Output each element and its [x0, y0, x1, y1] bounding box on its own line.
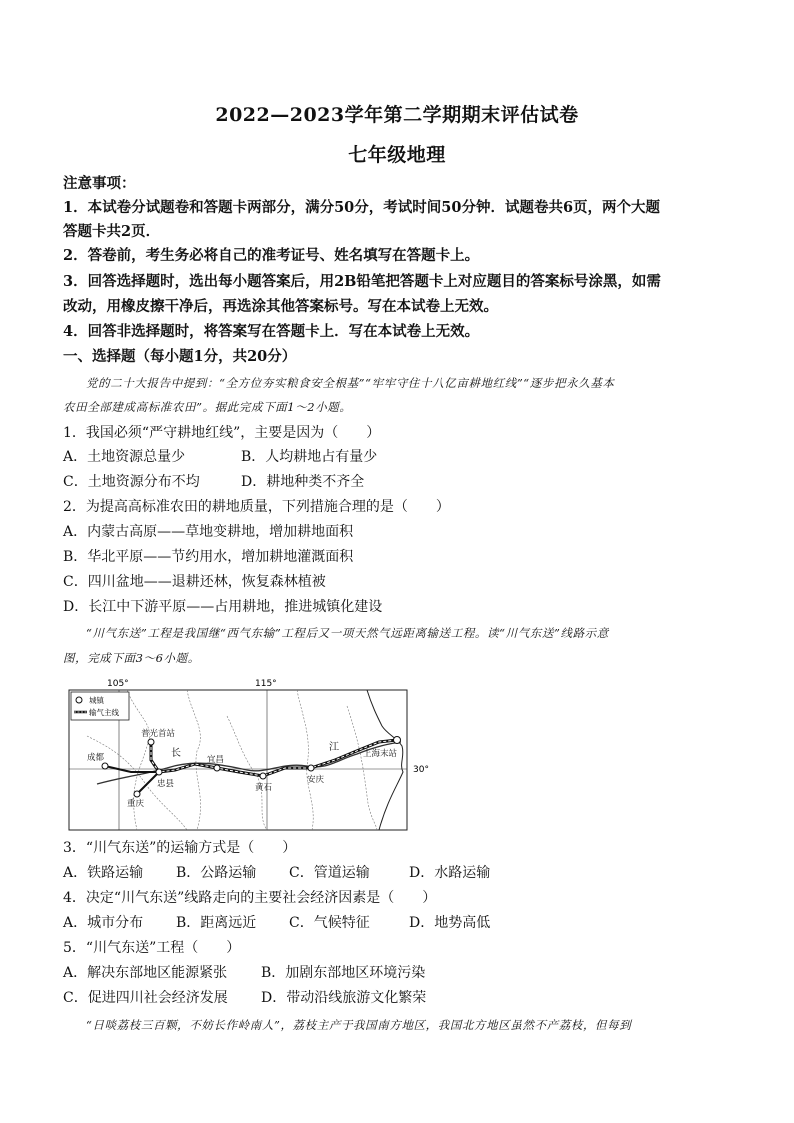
gas-pipeline-map — [67, 676, 507, 836]
q2-option-a: A．内蒙古高原——草地变耕地，增加耕地面积 — [63, 524, 354, 540]
question-2-stem: 2．为提高高标准农田的耕地质量，下列措施合理的是（ ） — [63, 499, 450, 515]
q2-option-c: C．四川盆地——退耕还林，恢复森林植被 — [63, 574, 326, 590]
passage-1-line-2: 农田全部建成高标准农田”。据此完成下面1～2小题。 — [63, 400, 352, 414]
q5-option-d: D．带动沿线旅游文化繁荣 — [261, 990, 427, 1006]
river-label-jiang: 江 — [329, 742, 339, 753]
exam-subtitle: 七年级地理 — [348, 144, 446, 166]
q3-option-b: B．公路运输 — [176, 865, 257, 881]
note-3b: 改动，用橡皮擦干净后，再选涂其他答案标号。写在本试卷上无效。 — [63, 298, 498, 315]
passage-1-line-1: 党的二十大报告中提到：“全方位夯实粮食安全根基”“牢牢守住十八亿亩耕地红线”“逐步把永久基本 — [86, 376, 615, 390]
city-label-yichang: 宜昌 — [207, 755, 225, 765]
exam-title: 2022—2023学年第二学期期末评估试卷 — [215, 104, 579, 126]
city-label-chongqing: 重庆 — [127, 799, 145, 809]
city-marker-chengdu — [102, 763, 108, 769]
city-marker-puguang — [148, 739, 154, 745]
question-1-stem: 1．我国必须“严守耕地红线”，主要是因为（ ） — [63, 425, 381, 441]
question-3-stem: 3．“川气东送”的运输方式是（ ） — [63, 840, 297, 856]
note-1a: 1．本试卷分试题卷和答题卡两部分，满分50分，考试时间50分钟．试题卷共6页，两个大题 — [63, 199, 661, 216]
q2-option-d: D．长江中下游平原——占用耕地，推进城镇化建设 — [63, 599, 383, 615]
q4-option-b: B．距离远近 — [176, 915, 257, 931]
city-marker-huangshi — [260, 773, 266, 779]
notes-heading: 注意事项： — [63, 175, 136, 192]
city-marker-shanghai — [394, 737, 401, 744]
q3-option-a: A．铁路运输 — [63, 865, 144, 881]
q1-option-a: A．土地资源总量少 — [63, 449, 186, 465]
map-longitude-115: 115° — [255, 679, 277, 689]
q3-option-c: C．管道运输 — [289, 865, 370, 881]
city-marker-chongqing — [134, 791, 140, 797]
q4-option-c: C．气候特征 — [289, 915, 370, 931]
city-label-zhongxian: 忠县 — [157, 779, 175, 789]
map-latitude-30: 30° — [413, 765, 429, 775]
q1-option-d: D．耕地种类不齐全 — [241, 474, 365, 490]
question-4-stem: 4．决定“川气东送”线路走向的主要社会经济因素是（ ） — [63, 890, 437, 906]
city-marker-anqing — [308, 765, 314, 771]
city-label-chengdu: 成都 — [87, 753, 105, 763]
river-label-chang: 长 — [171, 748, 181, 759]
q1-option-c: C．土地资源分布不均 — [63, 474, 200, 490]
question-5-stem: 5．“川气东送”工程（ ） — [63, 940, 241, 956]
question-5-options-row-1 — [63, 963, 731, 983]
question-1-options-row-2 — [63, 472, 731, 492]
q5-option-c: C．促进四川社会经济发展 — [63, 990, 228, 1006]
city-label-anqing: 安庆 — [307, 775, 325, 785]
city-label-huangshi: 黄石 — [255, 783, 273, 793]
legend-city-label: 城镇 — [89, 696, 104, 705]
q5-option-b: B．加剧东部地区环境污染 — [261, 965, 426, 981]
city-label-shanghai: 上海末站 — [363, 749, 398, 759]
passage-2-line-2: 图，完成下面3～6小题。 — [63, 651, 200, 665]
note-2: 2．答卷前，考生务必将自己的准考证号、姓名填写在答题卡上。 — [63, 247, 480, 264]
question-1-options-row-1 — [63, 447, 731, 467]
city-marker-yichang — [214, 765, 220, 771]
q4-option-a: A．城市分布 — [63, 915, 144, 931]
passage-3-line-1: “日啖荔枝三百颗，不妨长作岭南人”，荔枝主产于我国南方地区，我国北方地区虽然不产荔枝，但每到 — [86, 1018, 632, 1032]
note-4: 4．回答非选择题时，将答案写在答题卡上．写在本试卷上无效。 — [63, 323, 480, 340]
legend-city-icon — [76, 697, 82, 703]
question-4-options — [63, 913, 731, 933]
city-marker-zhongxian — [156, 769, 162, 775]
q3-option-d: D．水路运输 — [409, 865, 491, 881]
question-3-options — [63, 863, 731, 883]
question-5-options-row-2 — [63, 988, 731, 1008]
q2-option-b: B．华北平原——节约用水，增加耕地灌溉面积 — [63, 549, 354, 565]
legend-pipe-label: 输气主线 — [89, 708, 119, 717]
q4-option-d: D．地势高低 — [409, 915, 491, 931]
map-longitude-105: 105° — [107, 679, 129, 689]
note-3a: 3．回答选择题时，选出每小题答案后，用2B铅笔把答题卡上对应题目的答案标号涂黑，如需 — [63, 273, 661, 290]
q1-option-b: B．人均耕地占有量少 — [241, 449, 378, 465]
q5-option-a: A．解决东部地区能源紧张 — [63, 965, 228, 981]
section-1-heading: 一、选择题（每小题1分，共20分） — [63, 348, 297, 365]
passage-2-line-1: “川气东送”工程是我国继“西气东输”工程后又一项天然气远距离输送工程。读“川气东送”线路示意 — [86, 626, 609, 640]
note-1b: 答题卡共2页． — [63, 223, 161, 240]
city-label-puguang: 普光首站 — [141, 729, 176, 739]
